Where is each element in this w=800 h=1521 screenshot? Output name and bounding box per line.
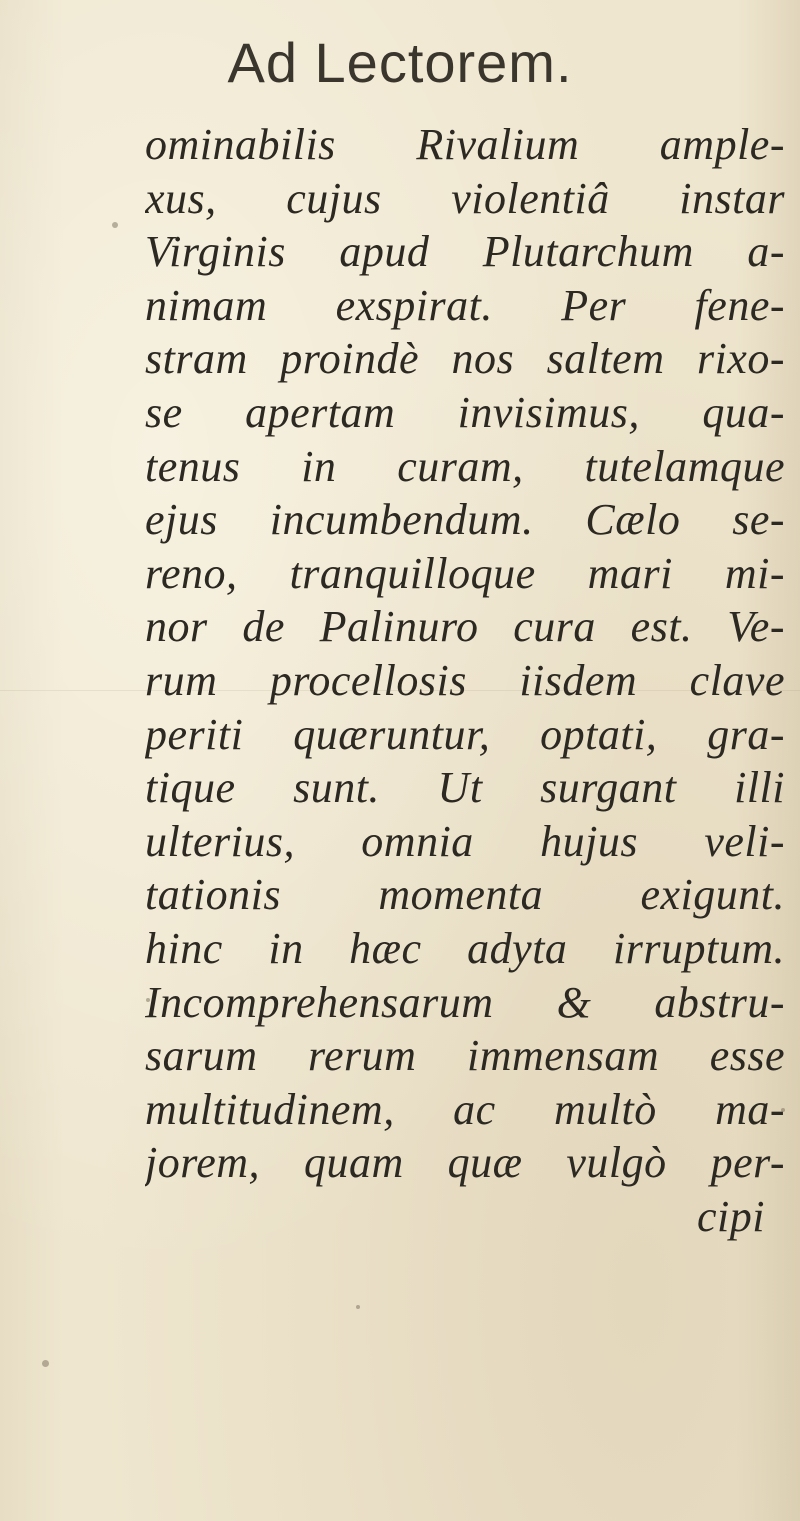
text-line: Virginis apud Plutarchum a- — [145, 227, 785, 277]
text-line: multitudinem, ac multò ma- — [145, 1084, 785, 1134]
paper-speck — [781, 1108, 785, 1112]
text-line: sarum rerum immensam esse — [145, 1031, 785, 1081]
paper-crease — [0, 690, 800, 691]
paper-speck — [146, 998, 150, 1002]
text-line: periti quæruntur, optati, gra- — [145, 709, 785, 759]
body-text — [145, 118, 795, 1243]
text-line: ulterius, omnia hujus veli- — [145, 816, 785, 866]
text-line: jorem, quam quæ vulgò per- — [145, 1138, 785, 1188]
text-line: tenus in curam, tutelamque — [145, 441, 785, 491]
paper-speck — [42, 1360, 49, 1367]
text-line: se apertam invisimus, qua- — [145, 387, 785, 437]
text-line: ejus incumbendum. Cælo se- — [145, 495, 785, 545]
text-line: rum procellosis iisdem clave — [145, 655, 785, 705]
paper-speck — [112, 222, 118, 228]
text-line: ominabilis Rivalium ample- — [145, 120, 785, 169]
paper-speck — [356, 1305, 360, 1309]
text-line: hinc in hæc adyta irruptum. — [145, 923, 785, 973]
text-line: reno, tranquilloque mari mi- — [145, 548, 785, 598]
text-line: tique sunt. Ut surgant illi — [145, 763, 785, 813]
running-header: Ad Lectorem. — [227, 31, 573, 94]
text-line: Incomprehensarum & abstru- — [145, 977, 785, 1027]
text-line: stram proindè nos saltem rixo- — [145, 334, 785, 384]
text-line: nimam exspirat. Per fene- — [145, 280, 785, 330]
text-line: xus, cujus violentiâ instar — [145, 173, 785, 223]
text-line: tationis momenta exigunt. — [145, 870, 785, 920]
text-line: nor de Palinuro cura est. Ve- — [145, 602, 785, 652]
catchword: cipi — [697, 1191, 765, 1241]
